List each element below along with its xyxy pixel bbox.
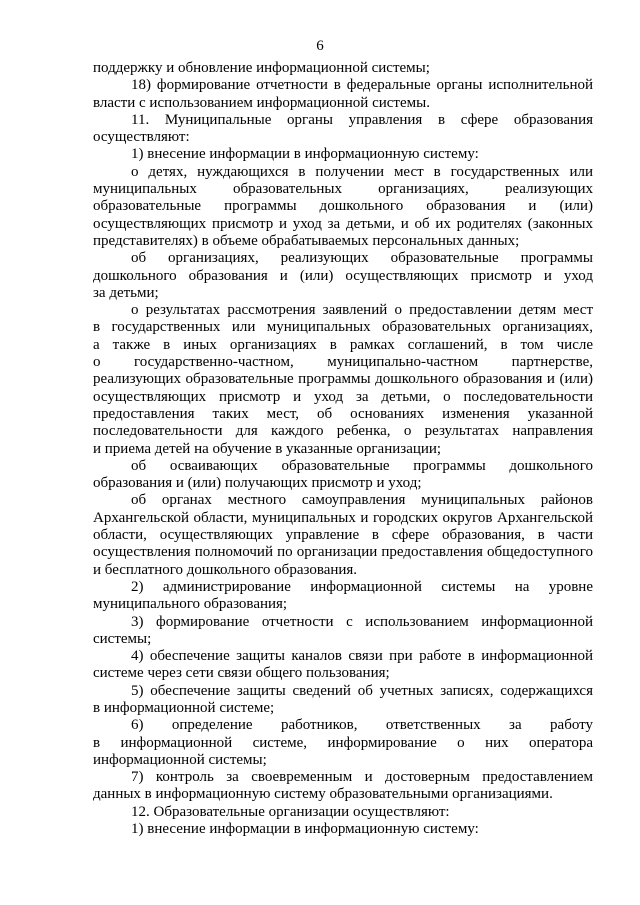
text-line: и бесплатного дошкольного образования. (93, 561, 358, 578)
text-line: муниципального образования; (93, 596, 288, 613)
text-line: в информационной системе, информирование о них оператора (93, 734, 593, 751)
paragraph-line: 1) внесение информации в информационную систему: (131, 146, 479, 163)
text-line: осуществления полномочий по организации предоставления общедоступного (93, 544, 593, 561)
text-line: и приема детей на обучение в указанные организации; (93, 440, 442, 457)
text-line: дошкольного образования и (или) осуществляющих присмотр и уход (93, 267, 593, 284)
text-line: осуществляющих присмотр и уход за детьми, и об их родителях (законных (93, 215, 593, 232)
document-body (93, 60, 593, 838)
paragraph-line: 6) определение работников, ответственных за работу (131, 717, 593, 734)
paragraph-line: 2) администрирование информационной системы на уровне (131, 578, 593, 595)
text-line: системы; (93, 630, 152, 647)
text-line: последовательности для каждого ребенка, о результатах направления (93, 423, 593, 440)
text-line: осуществляющих присмотр и уход за детьми, о последовательности (93, 388, 593, 405)
text-line: представителях) в объеме обрабатываемых персональных данных; (93, 232, 520, 249)
paragraph-line: 4) обеспечение защиты каналов связи при работе в информационной (131, 648, 593, 665)
text-line: образовательные программы дошкольного образования и (или) (93, 198, 593, 215)
text-line: за детьми; (93, 284, 159, 301)
text-line: реализующих образовательные программы дошкольного образования и (или) (93, 371, 593, 388)
text-line: о государственно-частном, муниципально-частном партнерстве, (93, 354, 593, 371)
paragraph-line: 1) внесение информации в информационную систему: (131, 821, 479, 838)
text-line: предоставления таких мест, об основаниях изменения указанной (93, 405, 593, 422)
paragraph-line: 7) контроль за своевременным и достоверным предоставлением (131, 769, 593, 786)
text-line: поддержку и обновление информационной системы; (93, 60, 430, 76)
text-line: в государственных или муниципальных образовательных организациях, (93, 319, 593, 336)
paragraph-line: об осваивающих образовательные программы дошкольного (131, 457, 593, 474)
paragraph-line: 12. Образовательные организации осуществляют: (131, 803, 450, 820)
paragraph-line: об организациях, реализующих образовательные программы (131, 250, 593, 267)
text-line: области, осуществляющих управление в сфере образования, в части (93, 527, 593, 544)
text-line: а также в иных организациях в рамках соглашений, в том числе (93, 336, 593, 353)
page-number: 6 (316, 38, 324, 54)
text-line: муниципальных образовательных организациях, реализующих (93, 181, 593, 198)
text-line: в информационной системе; (93, 699, 275, 716)
paragraph-line: об органах местного самоуправления муниципальных районов (131, 492, 593, 509)
text-line: образования и (или) получающих присмотр и уход; (93, 475, 422, 492)
text-line: данных в информационную систему образовательными организациями. (93, 786, 553, 803)
text-line: системе через сети связи общего пользования; (93, 665, 390, 682)
paragraph-line: 18) формирование отчетности в федеральные органы исполнительной (131, 77, 593, 94)
text-line: осуществляют: (93, 129, 190, 146)
text-line: Архангельской области, муниципальных и городских округов Архангельской (93, 509, 593, 526)
paragraph-line: 11. Муниципальные органы управления в сфере образования (131, 111, 593, 128)
paragraph-line: о результатах рассмотрения заявлений о предоставлении детям мест (131, 302, 593, 319)
paragraph-line: 3) формирование отчетности с использованием информационной (131, 613, 593, 630)
text-line: власти с использованием информационной системы. (93, 94, 430, 111)
paragraph-line: о детях, нуждающихся в получении мест в государственных или (131, 163, 593, 180)
paragraph-line: 5) обеспечение защиты сведений об учетных записях, содержащихся (131, 682, 593, 699)
text-line: информационной системы; (93, 751, 267, 768)
